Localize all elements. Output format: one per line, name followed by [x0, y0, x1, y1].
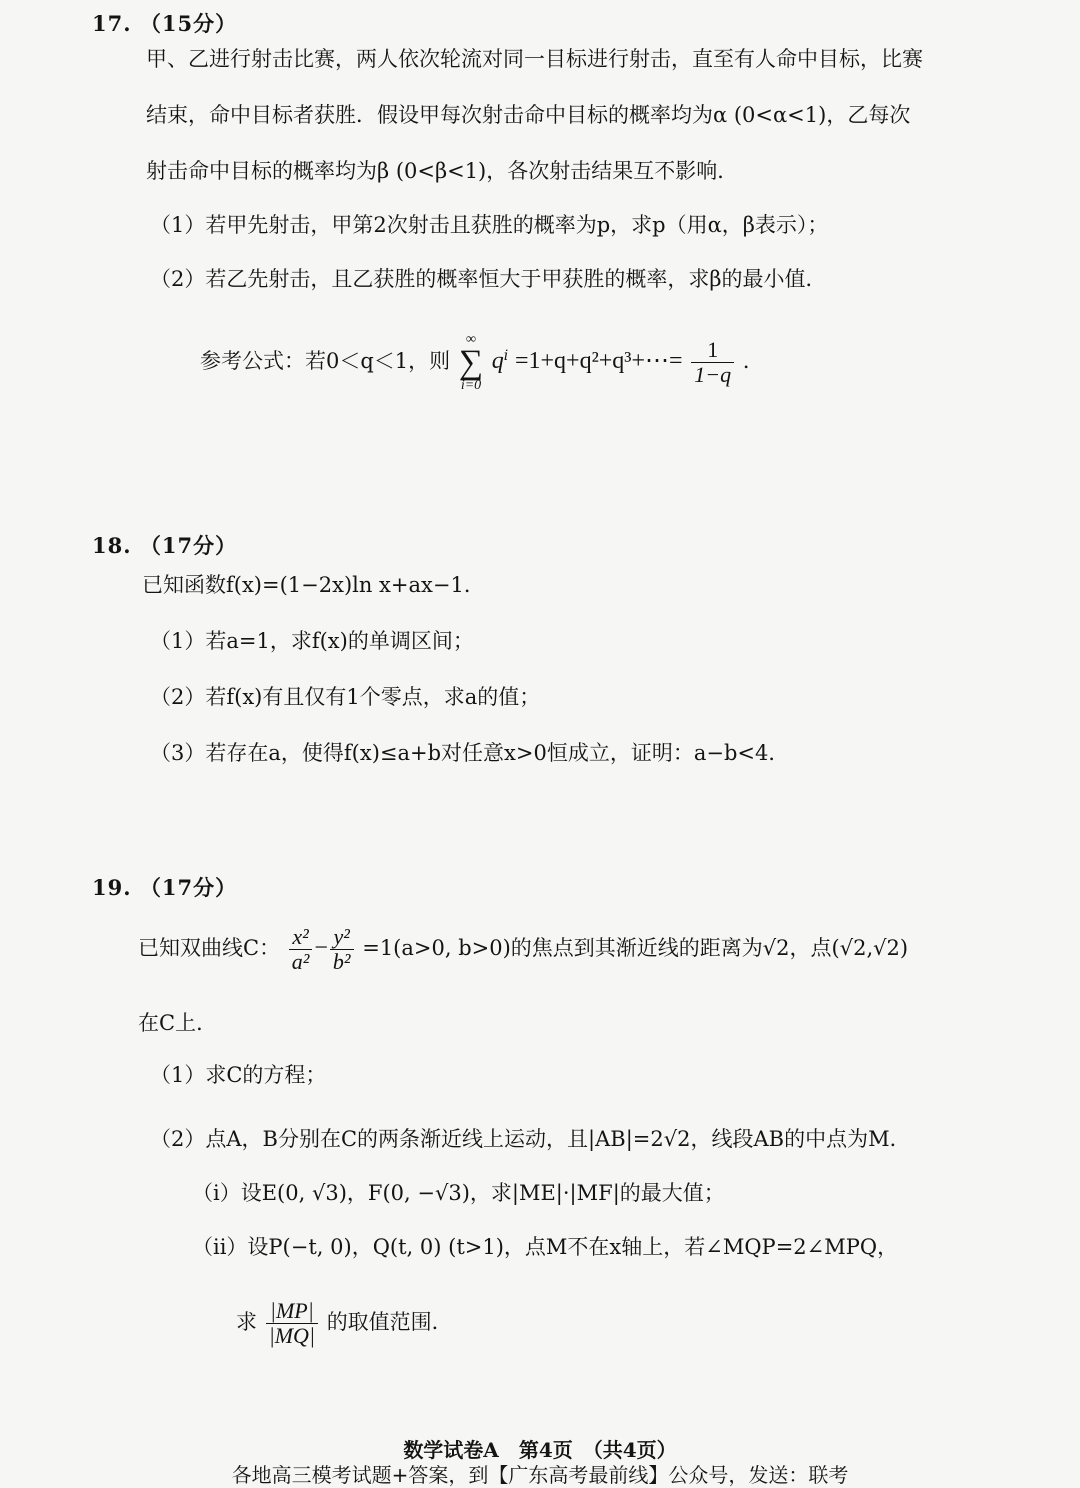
q18-subquestion-1: （1）若a=1，求f(x)的单调区间；: [150, 629, 474, 653]
q18-number: 18.: [92, 533, 132, 558]
formula-term: q: [491, 348, 504, 374]
formula-end: ．: [742, 349, 764, 373]
page-footer-notice: 各地高三模考试题+答案，到【广东高考最前线】公众号，发送：联考: [231, 1463, 849, 1487]
q19-stem-line1: [138, 920, 908, 976]
q19-subquestion-2: （2）点A，B分别在C的两条渐近线上运动，且|AB|=2√2，线段AB的中点为M．: [150, 1127, 911, 1151]
q19-header: [92, 872, 237, 902]
hyperbola-minus: −: [314, 935, 328, 961]
q17-header: [92, 8, 237, 38]
formula-series: =1+q+q²+q³+⋯=: [514, 348, 683, 374]
b2-denominator: b²: [332, 949, 351, 974]
q19-points: （17分）: [139, 875, 238, 900]
q17-number: 17.: [92, 11, 132, 36]
q17-stem-line2: 结束，命中目标者获胜．假设甲每次射击命中目标的概率均为α (0<α<1)，乙每次: [146, 103, 911, 127]
ratio-numerator: |MP|: [266, 1299, 318, 1324]
q18-subquestion-2: （2）若f(x)有且仅有1个零点，求a的值；: [150, 685, 541, 709]
formula-denominator: 1−q: [694, 362, 732, 387]
ratio-lead: 求: [236, 1310, 257, 1334]
q17-stem-line1: 甲、乙进行射击比赛，两人依次轮流对同一目标进行射击，直至有人命中目标，比赛: [146, 47, 923, 71]
q19-stem-lead: 已知双曲线C：: [138, 936, 281, 960]
ratio-fraction: [266, 1299, 318, 1348]
q17-reference-formula: [200, 328, 764, 394]
q18-points: （17分）: [139, 533, 238, 558]
a2-denominator: a²: [291, 949, 310, 974]
hyperbola-term-x: [289, 925, 313, 974]
formula-fraction: [691, 338, 734, 387]
q19-subquestion-2ii-ask: [236, 1294, 453, 1350]
q18-header: [92, 530, 237, 560]
hyperbola-term-y: [330, 925, 354, 974]
q17-points: （15分）: [139, 11, 238, 36]
q19-subquestion-2ii: （ii）设P(−t, 0)，Q(t, 0) (t>1)，点M不在x轴上，若∠MQP=2∠MPQ，: [192, 1235, 899, 1259]
q19-subquestion-1: （1）求C的方程；: [150, 1063, 327, 1087]
q17-subquestion-2: （2）若乙先射击，且乙获胜的概率恒大于甲获胜的概率，求β的最小值．: [150, 267, 827, 291]
y2-numerator: y²: [330, 925, 354, 950]
ratio-tail: 的取值范围．: [326, 1310, 453, 1334]
summation-symbol: ∞ ∑ i=0: [458, 331, 484, 393]
q19-subquestion-2i: （i）设E(0, √3)，F(0, −√3)，求|ME|·|MF|的最大值；: [192, 1181, 725, 1205]
q18-stem: 已知函数f(x)=(1−2x)ln x+ax−1．: [142, 573, 485, 597]
q19-stem-line2: 在C上．: [138, 1011, 218, 1035]
formula-numerator: 1: [691, 338, 734, 363]
q19-number: 19.: [92, 875, 132, 900]
q17-stem-line3: 射击命中目标的概率均为β (0<β<1)，各次射击结果互不影响．: [146, 159, 739, 183]
page-footer-label: 数学试卷A 第4页 （共4页）: [403, 1438, 677, 1462]
sum-upper-limit: ∞: [465, 331, 476, 347]
x2-numerator: x²: [289, 925, 313, 950]
q19-stem-rest: =1(a>0, b>0)的焦点到其渐近线的距离为√2，点(√2,√2): [362, 936, 909, 960]
sum-lower-limit: i=0: [460, 377, 482, 393]
formula-term-exponent: i: [503, 348, 509, 364]
q18-subquestion-3: （3）若存在a，使得f(x)≤a+b对任意x>0恒成立，证明：a−b<4．: [150, 741, 790, 765]
formula-lead: 参考公式：若0＜q＜1，则: [200, 349, 451, 373]
ratio-denominator: |MQ|: [268, 1323, 315, 1348]
q17-subquestion-1: （1）若甲先射击，甲第2次射击且获胜的概率为p，求p（用α，β表示）；: [150, 213, 829, 237]
